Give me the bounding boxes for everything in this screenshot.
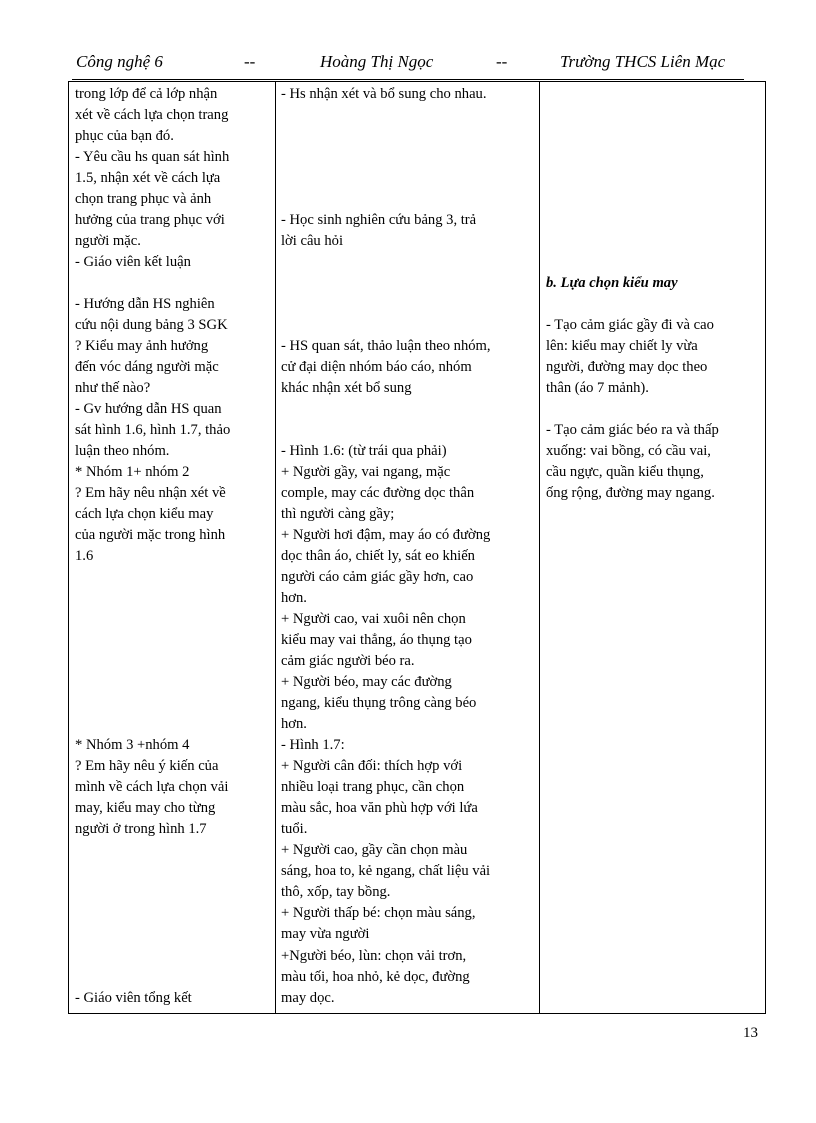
text-line: trong lớp để cả lớp nhận: [75, 86, 218, 102]
text-line: của người mặc trong hình: [75, 527, 226, 543]
text-line: người ở trong hình 1.7: [75, 821, 207, 837]
text-line: - Gv hướng dẫn HS quan: [75, 401, 222, 417]
text-line: - Giáo viên kết luận: [75, 254, 191, 270]
text-line: 1.5, nhận xét về cách lựa: [75, 170, 221, 186]
text-line: thô, xốp, tay bồng.: [281, 884, 391, 900]
text-line: ngang, kiểu thụng trông càng béo: [281, 695, 477, 711]
text-line: - Giáo viên tổng kết: [75, 990, 192, 1006]
text-line: xuống: vai bồng, có cầu vai,: [546, 443, 711, 459]
text-line: + Người cân đối: thích hợp với: [281, 758, 463, 774]
text-line: khác nhận xét bổ sung: [281, 380, 412, 396]
text-line: chọn trang phục và ảnh: [75, 191, 212, 207]
text-line: + Người cao, gầy cần chọn màu: [281, 842, 468, 858]
column-divider: [539, 82, 540, 1013]
text-line: + Người hơi đậm, may áo có đường: [281, 527, 491, 543]
text-line: lên: kiểu may chiết ly vừa: [546, 338, 698, 354]
text-line: mình về cách lựa chọn vải: [75, 779, 229, 795]
text-line: - Hình 1.6: (từ trái qua phải): [281, 443, 447, 459]
text-line: lời câu hỏi: [281, 233, 344, 249]
text-line: - Hình 1.7:: [281, 737, 345, 753]
text-line: - Tạo cảm giác béo ra và thấp: [546, 422, 719, 438]
text-line: phục của bạn đó.: [75, 128, 174, 144]
header-teacher: Hoàng Thị Ngọc: [320, 52, 434, 71]
text-line: - HS quan sát, thảo luận theo nhóm,: [281, 338, 491, 354]
page-number: 13: [743, 1025, 758, 1041]
text-line: may vừa người: [281, 926, 370, 942]
text-line: đến vóc dáng người mặc: [75, 359, 219, 375]
text-line: màu sắc, hoa văn phù hợp với lứa: [281, 800, 478, 816]
text-line: người mặc.: [75, 233, 141, 249]
text-line: ống rộng, đường may ngang.: [546, 485, 715, 501]
text-line: thì người càng gầy;: [281, 506, 395, 522]
header-school: Trường THCS Liên Mạc: [560, 52, 726, 71]
text-line: + Người cao, vai xuôi nên chọn: [281, 611, 466, 627]
text-line: cử đại diện nhóm báo cáo, nhóm: [281, 359, 472, 375]
text-line: ? Em hãy nêu nhận xét về: [75, 485, 226, 501]
text-line: - Học sinh nghiên cứu bảng 3, trả: [281, 212, 477, 228]
text-line: thân (áo 7 mảnh).: [546, 380, 649, 396]
text-line: may dọc.: [281, 990, 335, 1006]
text-line: cầu ngực, quần kiểu thụng,: [546, 464, 704, 480]
text-line: xét về cách lựa chọn trang: [75, 107, 229, 123]
text-line: hơn.: [281, 716, 307, 732]
text-line: cách lựa chọn kiểu may: [75, 506, 214, 522]
text-line: hơn.: [281, 590, 307, 606]
text-line: người cáo cảm giác gầy hơn, cao: [281, 569, 474, 585]
text-line: sáng, hoa to, kẻ ngang, chất liệu vải: [281, 863, 491, 879]
lesson-table: [68, 81, 766, 1014]
text-line: - Hướng dẫn HS nghiên: [75, 296, 215, 312]
text-line: cảm giác người béo ra.: [281, 653, 415, 669]
text-line: kiểu may vai thẳng, áo thụng tạo: [281, 632, 472, 648]
text-line: + Người thấp bé: chọn màu sáng,: [281, 905, 476, 921]
text-line: ? Em hãy nêu ý kiến của: [75, 758, 219, 774]
section-heading: b. Lựa chọn kiểu may: [546, 275, 678, 291]
header-subject: Công nghệ 6: [76, 52, 163, 71]
text-line: màu tối, hoa nhỏ, kẻ dọc, đường: [281, 969, 470, 985]
text-line: - Yêu cầu hs quan sát hình: [75, 149, 230, 165]
text-line: - Hs nhận xét và bổ sung cho nhau.: [281, 86, 487, 102]
header-separator: --: [496, 52, 508, 71]
text-line: * Nhóm 1+ nhóm 2: [75, 464, 190, 480]
text-line: comple, may các đường dọc thân: [281, 485, 475, 501]
text-line: luận theo nhóm.: [75, 443, 170, 459]
page-header: [72, 52, 744, 78]
text-line: ? Kiểu may ảnh hưởng: [75, 338, 209, 354]
text-line: tuổi.: [281, 821, 308, 837]
text-line: 1.6: [75, 548, 94, 564]
text-line: người, đường may dọc theo: [546, 359, 708, 375]
text-line: cứu nội dung bảng 3 SGK: [75, 317, 228, 333]
text-line: +Người béo, lùn: chọn vải trơn,: [281, 948, 467, 964]
text-line: sát hình 1.6, hình 1.7, thảo: [75, 422, 231, 438]
column-divider: [275, 82, 276, 1013]
text-line: may, kiểu may cho từng: [75, 800, 216, 816]
text-line: hưởng của trang phục với: [75, 212, 225, 228]
text-line: nhiều loại trang phục, cần chọn: [281, 779, 465, 795]
text-line: như thế nào?: [75, 380, 151, 396]
header-rule: [72, 79, 744, 80]
text-line: + Người béo, may các đường: [281, 674, 452, 690]
text-line: dọc thân áo, chiết ly, sát eo khiến: [281, 548, 475, 564]
text-line: - Tạo cảm giác gầy đi và cao: [546, 317, 714, 333]
text-line: * Nhóm 3 +nhóm 4: [75, 737, 190, 753]
header-separator: --: [244, 52, 256, 71]
text-line: + Người gầy, vai ngang, mặc: [281, 464, 451, 480]
